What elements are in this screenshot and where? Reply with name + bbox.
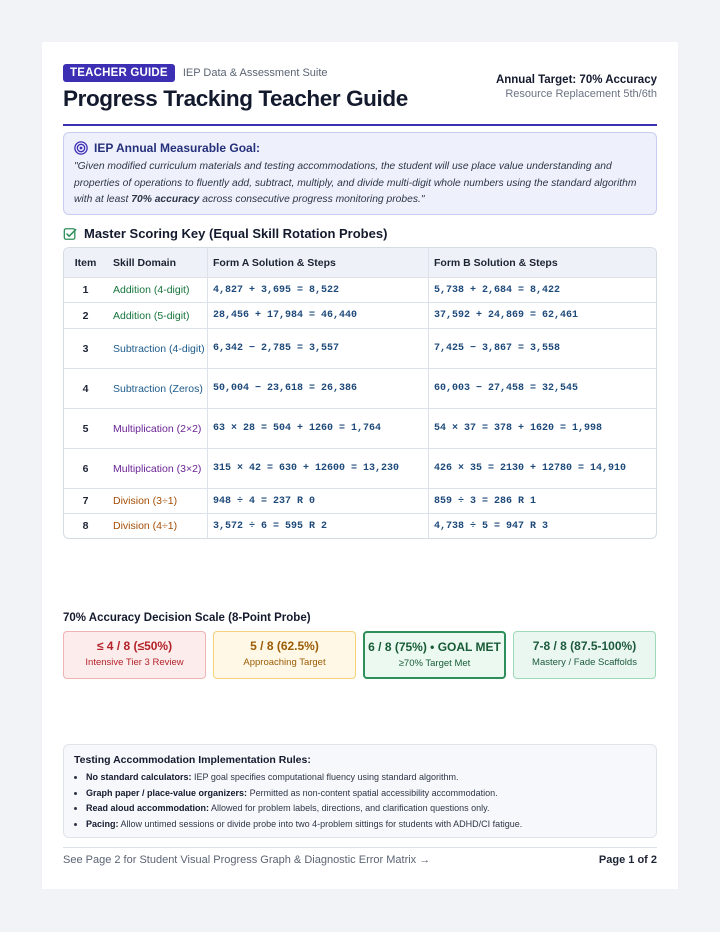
- grade-level: Resource Replacement 5th/6th: [505, 88, 657, 100]
- item-number: 3: [82, 342, 89, 355]
- scoring-key-table: [63, 247, 657, 539]
- form-b-solution: 60,003 − 27,458 = 32,545: [428, 369, 656, 408]
- skill-domain: Addition (4-digit): [113, 284, 190, 296]
- form-b-solution: 54 × 37 = 378 + 1620 = 1,998: [428, 409, 656, 448]
- table-header-row: [64, 248, 656, 277]
- form-a-solution: 28,456 + 17,984 = 46,440: [207, 303, 428, 328]
- page-number: Page 1 of 2: [598, 854, 657, 866]
- goal-heading-row: [74, 141, 646, 155]
- form-a-solution: 3,572 ÷ 6 = 595 R 2: [207, 514, 428, 538]
- table-row: [64, 328, 656, 368]
- header-top: [63, 64, 328, 82]
- rule-text: Allowed for problem labels, directions, and clarification questions only.: [209, 803, 490, 813]
- form-a-solution: 63 × 28 = 504 + 1260 = 1,764: [207, 409, 428, 448]
- list-item: [86, 770, 646, 786]
- scoring-key-heading: Master Scoring Key (Equal Skill Rotation Probes): [84, 226, 388, 241]
- column-header-skill-domain: Skill Domain: [113, 256, 177, 269]
- item-number: 8: [82, 520, 89, 532]
- list-item: [86, 801, 646, 817]
- list-item: [86, 786, 646, 802]
- goal-emphasis: 70% accuracy: [131, 194, 200, 205]
- table-row: [64, 277, 656, 302]
- scoring-key-heading-row: [63, 226, 387, 241]
- form-a-solution: 6,342 − 2,785 = 3,557: [207, 329, 428, 368]
- rule-text: Permitted as non-content spatial accessibility accommodation.: [247, 787, 498, 798]
- item-number: 2: [82, 309, 89, 322]
- rule-label: Graph paper / place-value organizers:: [86, 787, 248, 798]
- page: [42, 42, 678, 889]
- header-meta: [496, 74, 657, 100]
- scale-score: ≤ 4 / 8 (≤50%): [96, 639, 173, 653]
- form-b-solution: 859 ÷ 3 = 286 R 1: [428, 489, 656, 513]
- item-number: 5: [82, 422, 89, 435]
- list-item: [86, 817, 646, 833]
- skill-domain: Multiplication (3×2): [113, 462, 202, 475]
- next-page-link[interactable]: See Page 2 for Student Visual Progress Graph & Diagnostic Error Matrix →: [63, 854, 431, 866]
- skill-domain: Division (3÷1): [113, 495, 178, 507]
- scale-level-goal-met: [363, 631, 506, 679]
- form-a-solution: 4,827 + 3,695 = 8,522: [207, 278, 428, 302]
- scale-level-intensive: [63, 631, 206, 679]
- goal-heading: IEP Annual Measurable Goal:: [94, 141, 261, 155]
- rule-text: Allow untimed sessions or divide probe into two 4-problem sittings for students with ADHD/CI fatigue.: [118, 818, 523, 829]
- form-a-solution: 948 ÷ 4 = 237 R 0: [207, 489, 428, 513]
- rule-text: IEP goal specifies computational fluency using standard algorithm.: [191, 772, 459, 782]
- skill-domain: Division (4÷1): [113, 520, 178, 532]
- form-b-solution: 5,738 + 2,684 = 8,422: [428, 278, 656, 302]
- annual-target: Annual Target: 70% Accuracy: [495, 74, 657, 86]
- scale-label: ≥70% Target Met: [398, 658, 471, 669]
- item-number: 1: [82, 284, 89, 296]
- table-row: [64, 513, 656, 538]
- accommodation-title: Testing Accommodation Implementation Rules:: [74, 754, 311, 766]
- goal-text-start: "Given modified curriculum materials and testing accommodations, the student will use place value understanding and properties of operations to fluently add, subtract, multiply, and divide multi-digit whole numbers using the standard algorithm with at least: [74, 161, 637, 205]
- skill-domain: Multiplication (2×2): [113, 422, 202, 435]
- form-b-solution: 4,738 ÷ 5 = 947 R 3: [428, 514, 656, 538]
- column-header-form-a: Form A Solution & Steps: [207, 248, 428, 277]
- item-number: 7: [82, 495, 89, 507]
- scale-level-mastery: [513, 631, 656, 679]
- decision-scale-title: 70% Accuracy Decision Scale (8-Point Probe): [63, 612, 311, 624]
- table-row: [64, 448, 656, 488]
- scale-label: Mastery / Fade Scaffolds: [532, 657, 637, 668]
- iep-goal-box: [63, 132, 657, 215]
- column-header-item: Item: [74, 256, 97, 269]
- skill-domain: Subtraction (Zeros): [113, 382, 203, 395]
- column-header-form-b: Form B Solution & Steps: [428, 248, 656, 277]
- page-title: Progress Tracking Teacher Guide: [63, 86, 408, 111]
- item-number: 4: [82, 382, 89, 395]
- scale-score: 7-8 / 8 (87.5-100%): [532, 639, 637, 653]
- scale-level-approaching: [213, 631, 356, 679]
- form-b-solution: 7,425 − 3,867 = 3,558: [428, 329, 656, 368]
- skill-domain: Addition (5-digit): [113, 309, 190, 322]
- header-divider: [63, 124, 657, 126]
- form-b-solution: 426 × 35 = 2130 + 12780 = 14,910: [428, 449, 656, 488]
- form-a-solution: 50,004 − 23,618 = 26,386: [207, 369, 428, 408]
- item-number: 6: [82, 462, 89, 475]
- accommodation-rules-box: [63, 744, 657, 838]
- goal-text: [74, 159, 646, 209]
- rule-label: Pacing:: [86, 818, 119, 829]
- scale-label: Intensive Tier 3 Review: [85, 657, 184, 668]
- rule-label: No standard calculators:: [86, 772, 192, 782]
- checkbox-icon: [63, 227, 77, 241]
- table-row: [64, 408, 656, 448]
- suite-name: IEP Data & Assessment Suite: [182, 67, 328, 79]
- table-row: [64, 488, 656, 513]
- scale-label: Approaching Target: [243, 657, 326, 668]
- target-icon: [74, 141, 88, 155]
- table-row: [64, 302, 656, 328]
- footer-divider: [63, 847, 657, 848]
- accommodation-list: [74, 770, 646, 832]
- scale-score: 5 / 8 (62.5%): [250, 639, 319, 653]
- skill-domain: Subtraction (4-digit): [113, 342, 205, 355]
- decision-scale: [63, 631, 656, 679]
- scale-score: 6 / 8 (75%) • GOAL MET: [368, 640, 501, 654]
- form-a-solution: 315 × 42 = 630 + 12600 = 13,230: [207, 449, 428, 488]
- table-row: [64, 368, 656, 408]
- teacher-guide-tag: TEACHER GUIDE: [63, 64, 175, 82]
- rule-label: Read aloud accommodation:: [86, 803, 210, 813]
- form-b-solution: 37,592 + 24,869 = 62,461: [428, 303, 656, 328]
- goal-text-end: across consecutive progress monitoring probes.": [199, 194, 425, 205]
